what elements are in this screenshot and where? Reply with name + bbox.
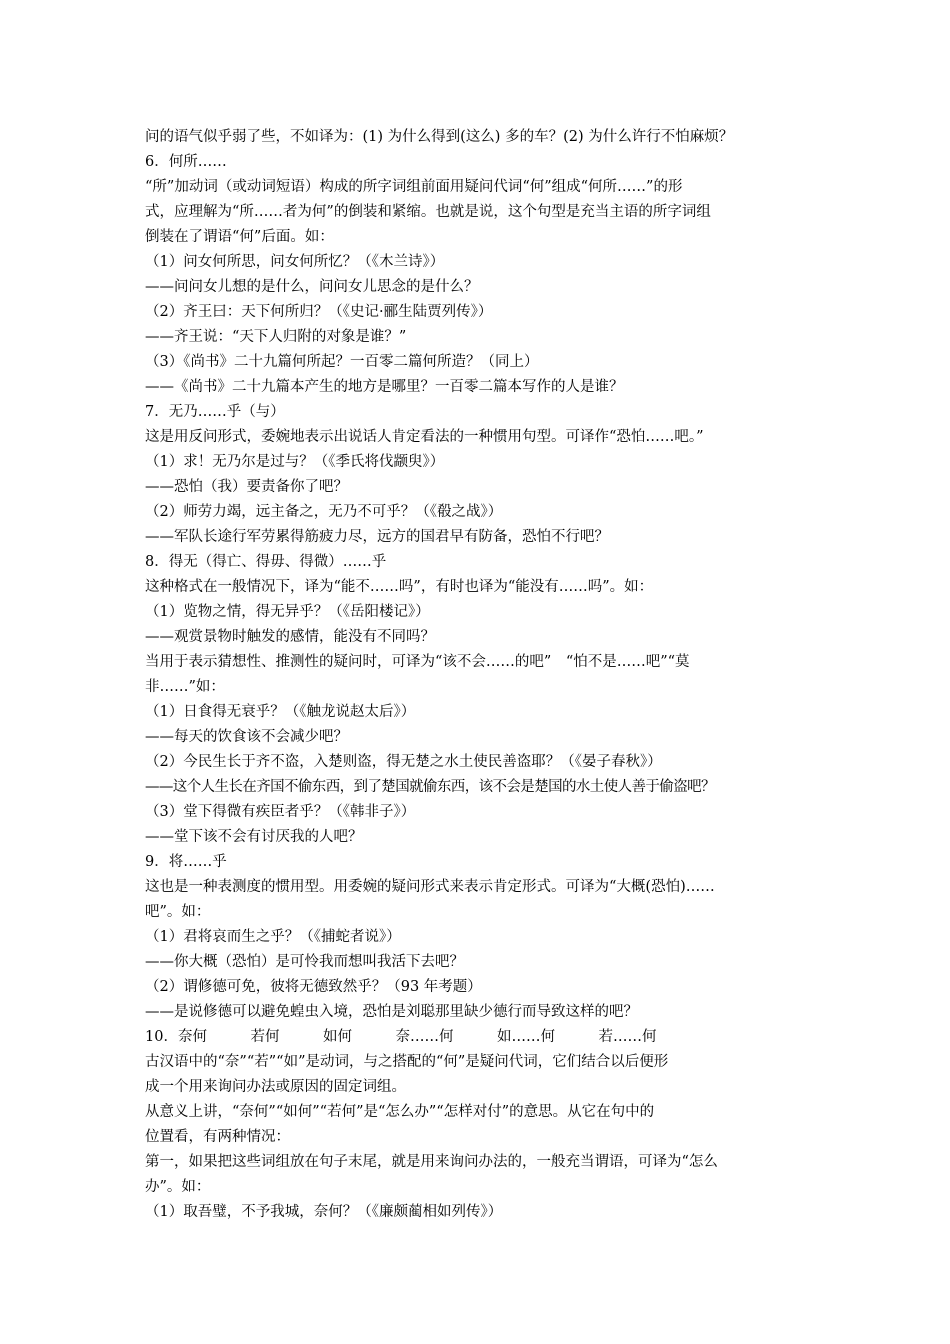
text-line: 倒装在了谓语“何”后面。如： [145,229,334,245]
example-line: （3）《尚书》二十九篇何所起？一百零二篇何所造？（同上） [145,354,539,370]
text-line: “所”加动词（或动词短语）构成的所字词组前面用疑问代词“何”组成“何所……”的形 [145,179,683,195]
translation-line: ——你大概（恐怕）是可怜我而想叫我活下去吧？ [145,954,464,970]
example-line: （1）问女何所思，问女何所忆？（《木兰诗》） [145,254,445,270]
text-line: 从意义上讲，“奈何”“如何”“若何”是“怎么办”“怎样对付”的意思。从它在句中的 [145,1104,655,1120]
section-heading: 10．奈何 若何 如何 奈……何 如……何 若……何 [145,1029,657,1045]
text-line: 这种格式在一般情况下，译为“能不……吗”，有时也译为“能没有……吗”。如： [145,579,654,595]
example-line: （1）求！无乃尔是过与？（《季氏将伐颛臾》） [145,454,445,470]
example-line: （3）堂下得微有疾臣者乎？（《韩非子》） [145,804,416,820]
text-line: 这是用反问形式，委婉地表示出说话人肯定看法的一种惯用句型。可译作“恐怕……吧。” [145,429,704,445]
translation-line: ——这个人生长在齐国不偷东西，到了楚国就偷东西，该不会是楚国的水土使人善于偷盗吧？ [145,779,715,795]
translation-line: ——军队长途行军劳累得筋疲力尽，远方的国君早有防备，恐怕不行吧？ [145,529,609,545]
text-line: 成一个用来询问办法或原因的固定词组。 [145,1079,406,1095]
example-line: （2）今民生长于齐不盗，入楚则盗，得无楚之水土使民善盗耶？（《晏子春秋》） [145,754,662,770]
example-line: （2）师劳力竭，远主备之，无乃不可乎？（《殽之战》） [145,504,503,520]
translation-line: ——问问女儿想的是什么，问问女儿思念的是什么？ [145,279,479,295]
translation-line: ——恐怕（我）要责备你了吧？ [145,479,348,495]
example-line: （2）齐王曰：天下何所归？（《史记·郦生陆贾列传》） [145,304,493,320]
example-line: （1）日食得无衰乎？（《触龙说赵太后》） [145,704,416,720]
text-line: 吧”。如： [145,904,211,920]
text-line: 问的语气似乎弱了些，不如译为：(1) 为什么得到(这么) 多的车？(2) 为什么许行不怕麻烦？ [145,129,734,145]
text-line: 第一，如果把这些词组放在句子末尾，就是用来询问办法的，一般充当谓语，可译为“怎么 [145,1154,718,1170]
text-line: 当用于表示猜想性、推测性的疑问时，可译为“该不会……的吧” “怕不是……吧”“莫 [145,654,690,670]
translation-line: ——齐王说：“天下人归附的对象是谁？” [145,329,407,345]
example-line: （1）览物之情，得无异乎？（《岳阳楼记》） [145,604,430,620]
document-body [145,125,835,1225]
translation-line: ——观赏景物时触发的感情，能没有不同吗？ [145,629,435,645]
text-line: 非……”如： [145,679,225,695]
text-line: 这也是一种表测度的惯用型。用委婉的疑问形式来表示肯定形式。可译为“大概(恐怕)…… [145,879,715,895]
text-line: 位置看，有两种情况： [145,1129,290,1145]
section-heading: 8．得无（得亡、得毋、得微）……乎 [145,554,387,570]
example-line: （1）取吾璧，不予我城，奈何？（《廉颇蔺相如列传》） [145,1204,503,1220]
translation-line: ——每天的饮食该不会减少吧？ [145,729,348,745]
translation-line: ——是说修德可以避免蝗虫入境，恐怕是刘聪那里缺少德行而导致这样的吧？ [145,1004,638,1020]
section-heading: 6．何所…… [145,154,227,170]
example-line: （1）君将哀而生之乎？（《捕蛇者说》） [145,929,401,945]
text-line: 办”。如： [145,1179,211,1195]
example-line: （2）谓修德可免，彼将无德致然乎？（93 年考题） [145,979,482,995]
text-line: 式，应理解为“所……者为何”的倒装和紧缩。也就是说，这个句型是充当主语的所字词组 [145,204,711,220]
section-heading: 7．无乃……乎（与） [145,404,285,420]
section-heading: 9．将……乎 [145,854,227,870]
translation-line: ——堂下该不会有讨厌我的人吧？ [145,829,363,845]
translation-line: ——《尚书》二十九篇本产生的地方是哪里？一百零二篇本写作的人是谁？ [145,379,624,395]
text-line: 古汉语中的“奈”“若”“如”是动词，与之搭配的“何”是疑问代词，它们结合以后便形 [145,1054,669,1070]
